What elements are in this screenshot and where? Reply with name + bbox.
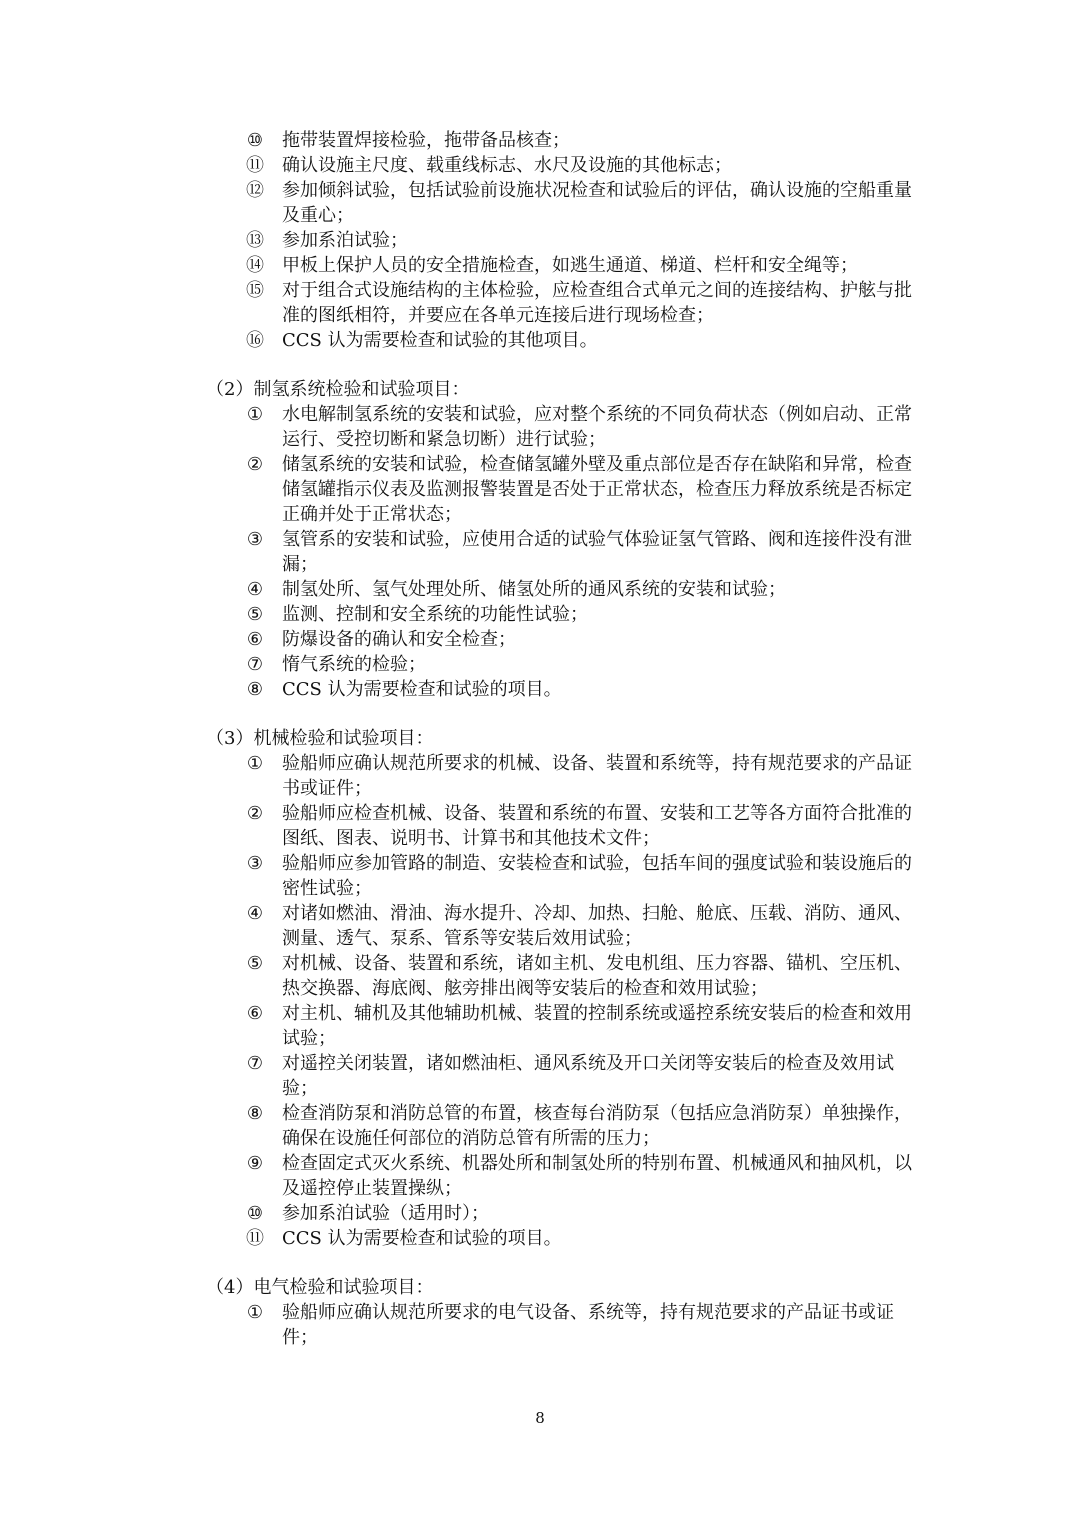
item-number: ① <box>246 753 264 774</box>
list-item <box>206 801 926 851</box>
item-number: ⑦ <box>246 654 264 675</box>
item-number: ① <box>246 404 264 425</box>
item-text: 监测、控制和安全系统的功能性试验； <box>282 604 588 625</box>
list-item <box>206 402 926 452</box>
item-number: ③ <box>246 529 264 550</box>
list-item <box>206 602 926 627</box>
item-number: ⑮ <box>246 280 264 301</box>
list-item <box>206 1051 926 1101</box>
list-item <box>206 452 926 527</box>
item-number: ⑩ <box>246 130 264 151</box>
item-number: ⑥ <box>246 629 264 650</box>
list-item <box>206 652 926 677</box>
item-text: 参加倾斜试验，包括试验前设施状况检查和试验后的评估，确认设施的空船重量及重心； <box>282 180 912 226</box>
list-item <box>206 851 926 901</box>
list-item <box>206 228 926 253</box>
list-item <box>206 751 926 801</box>
item-text: 检查固定式灭火系统、机器处所和制氢处所的特别布置、机械通风和抽风机，以及遥控停止装置操纵； <box>282 1153 912 1199</box>
item-text: CCS 认为需要检查和试验的项目。 <box>282 1228 562 1249</box>
item-number: ⑩ <box>246 1203 264 1224</box>
item-text: 对机械、设备、装置和系统，诸如主机、发电机组、压力容器、锚机、空压机、热交换器、海底阀、舷旁排出阀等安装后的检查和效用试验； <box>282 953 912 999</box>
item-text: 制氢处所、氢气处理处所、储氢处所的通风系统的安装和试验； <box>282 579 786 600</box>
section3-list <box>206 751 926 1251</box>
item-number: ④ <box>246 579 264 600</box>
list-item <box>206 1226 926 1251</box>
list-item <box>206 627 926 652</box>
item-number: ① <box>246 1302 264 1323</box>
item-number: ⑥ <box>246 1003 264 1024</box>
item-text: 储氢系统的安装和试验，检查储氢罐外壁及重点部位是否存在缺陷和异常，检查储氢罐指示仪表及监测报警装置是否处于正常状态，检查压力释放系统是否标定正确并处于正常状态； <box>282 454 912 525</box>
list-item <box>206 328 926 353</box>
item-text: 验船师应确认规范所要求的电气设备、系统等，持有规范要求的产品证书或证件； <box>282 1302 894 1348</box>
item-text: 确认设施主尺度、载重线标志、水尺及设施的其他标志； <box>282 155 732 176</box>
item-text: 验船师应参加管路的制造、安装检查和试验，包括车间的强度试验和装设施后的密性试验； <box>282 853 912 899</box>
section-title: （4）电气检验和试验项目： <box>206 1277 434 1298</box>
list-item <box>206 278 926 328</box>
item-text: 氢管系的安装和试验，应使用合适的试验气体验证氢气管路、阀和连接件没有泄漏； <box>282 529 912 575</box>
section1-list <box>206 128 926 353</box>
item-number: ⑪ <box>246 1228 264 1249</box>
section-3 <box>206 726 926 1251</box>
item-text: 参加系泊试验（适用时）； <box>282 1203 489 1224</box>
item-text: CCS 认为需要检查和试验的其他项目。 <box>282 330 598 351</box>
list-item <box>206 677 926 702</box>
list-item <box>206 901 926 951</box>
list-item <box>206 577 926 602</box>
list-item <box>206 1001 926 1051</box>
list-item <box>206 1151 926 1201</box>
section-2 <box>206 377 926 702</box>
item-text: 验船师应确认规范所要求的机械、设备、装置和系统等，持有规范要求的产品证书或证件； <box>282 753 912 799</box>
document-body <box>206 128 926 1350</box>
item-text: 水电解制氢系统的安装和试验，应对整个系统的不同负荷状态（例如启动、正常运行、受控切断和紧急切断）进行试验； <box>282 404 912 450</box>
list-item <box>206 1201 926 1226</box>
item-number: ⑧ <box>246 679 264 700</box>
item-text: 对于组合式设施结构的主体检验，应检查组合式单元之间的连接结构、护舷与批准的图纸相符，并要应在各单元连接后进行现场检查； <box>282 280 912 326</box>
item-number: ⑤ <box>246 604 264 625</box>
item-number: ⑤ <box>246 953 264 974</box>
list-item <box>206 128 926 153</box>
item-text: 惰气系统的检验； <box>282 654 426 675</box>
item-text: 验船师应检查机械、设备、装置和系统的布置、安装和工艺等各方面符合批准的图纸、图表、说明书、计算书和其他技术文件； <box>282 803 912 849</box>
list-item <box>206 527 926 577</box>
item-number: ⑧ <box>246 1103 264 1124</box>
list-item <box>206 178 926 228</box>
item-text: 检查消防泵和消防总管的布置，核查每台消防泵（包括应急消防泵）单独操作，确保在设施任何部位的消防总管有所需的压力； <box>282 1103 912 1149</box>
item-number: ⑬ <box>246 230 264 251</box>
item-number: ⑯ <box>246 330 264 351</box>
item-number: ⑭ <box>246 255 264 276</box>
section4-list <box>206 1300 926 1350</box>
list-item <box>206 1300 926 1350</box>
section2-list <box>206 402 926 702</box>
item-number: ② <box>246 454 264 475</box>
item-number: ② <box>246 803 264 824</box>
section-4 <box>206 1275 926 1350</box>
page-number: 8 <box>535 1409 545 1427</box>
item-number: ⑨ <box>246 1153 264 1174</box>
item-text: 对诸如燃油、滑油、海水提升、冷却、加热、扫舱、舱底、压载、消防、通风、测量、透气、泵系、管系等安装后效用试验； <box>282 903 912 949</box>
list-item <box>206 1101 926 1151</box>
item-text: 防爆设备的确认和安全检查； <box>282 629 516 650</box>
item-text: 对遥控关闭装置，诸如燃油柜、通风系统及开口关闭等安装后的检查及效用试验； <box>282 1053 894 1099</box>
list-item <box>206 153 926 178</box>
item-text: CCS 认为需要检查和试验的项目。 <box>282 679 562 700</box>
item-number: ⑪ <box>246 155 264 176</box>
item-text: 拖带装置焊接检验，拖带备品核查； <box>282 130 570 151</box>
list-item <box>206 951 926 1001</box>
item-number: ③ <box>246 853 264 874</box>
item-number: ⑫ <box>246 180 264 201</box>
item-number: ⑦ <box>246 1053 264 1074</box>
list-item <box>206 253 926 278</box>
section-title: （2）制氢系统检验和试验项目： <box>206 379 470 400</box>
item-number: ④ <box>246 903 264 924</box>
item-text: 甲板上保护人员的安全措施检查，如逃生通道、梯道、栏杆和安全绳等； <box>282 255 858 276</box>
section-title: （3）机械检验和试验项目： <box>206 728 434 749</box>
item-text: 参加系泊试验； <box>282 230 408 251</box>
item-text: 对主机、辅机及其他辅助机械、装置的控制系统或遥控系统安装后的检查和效用试验； <box>282 1003 912 1049</box>
